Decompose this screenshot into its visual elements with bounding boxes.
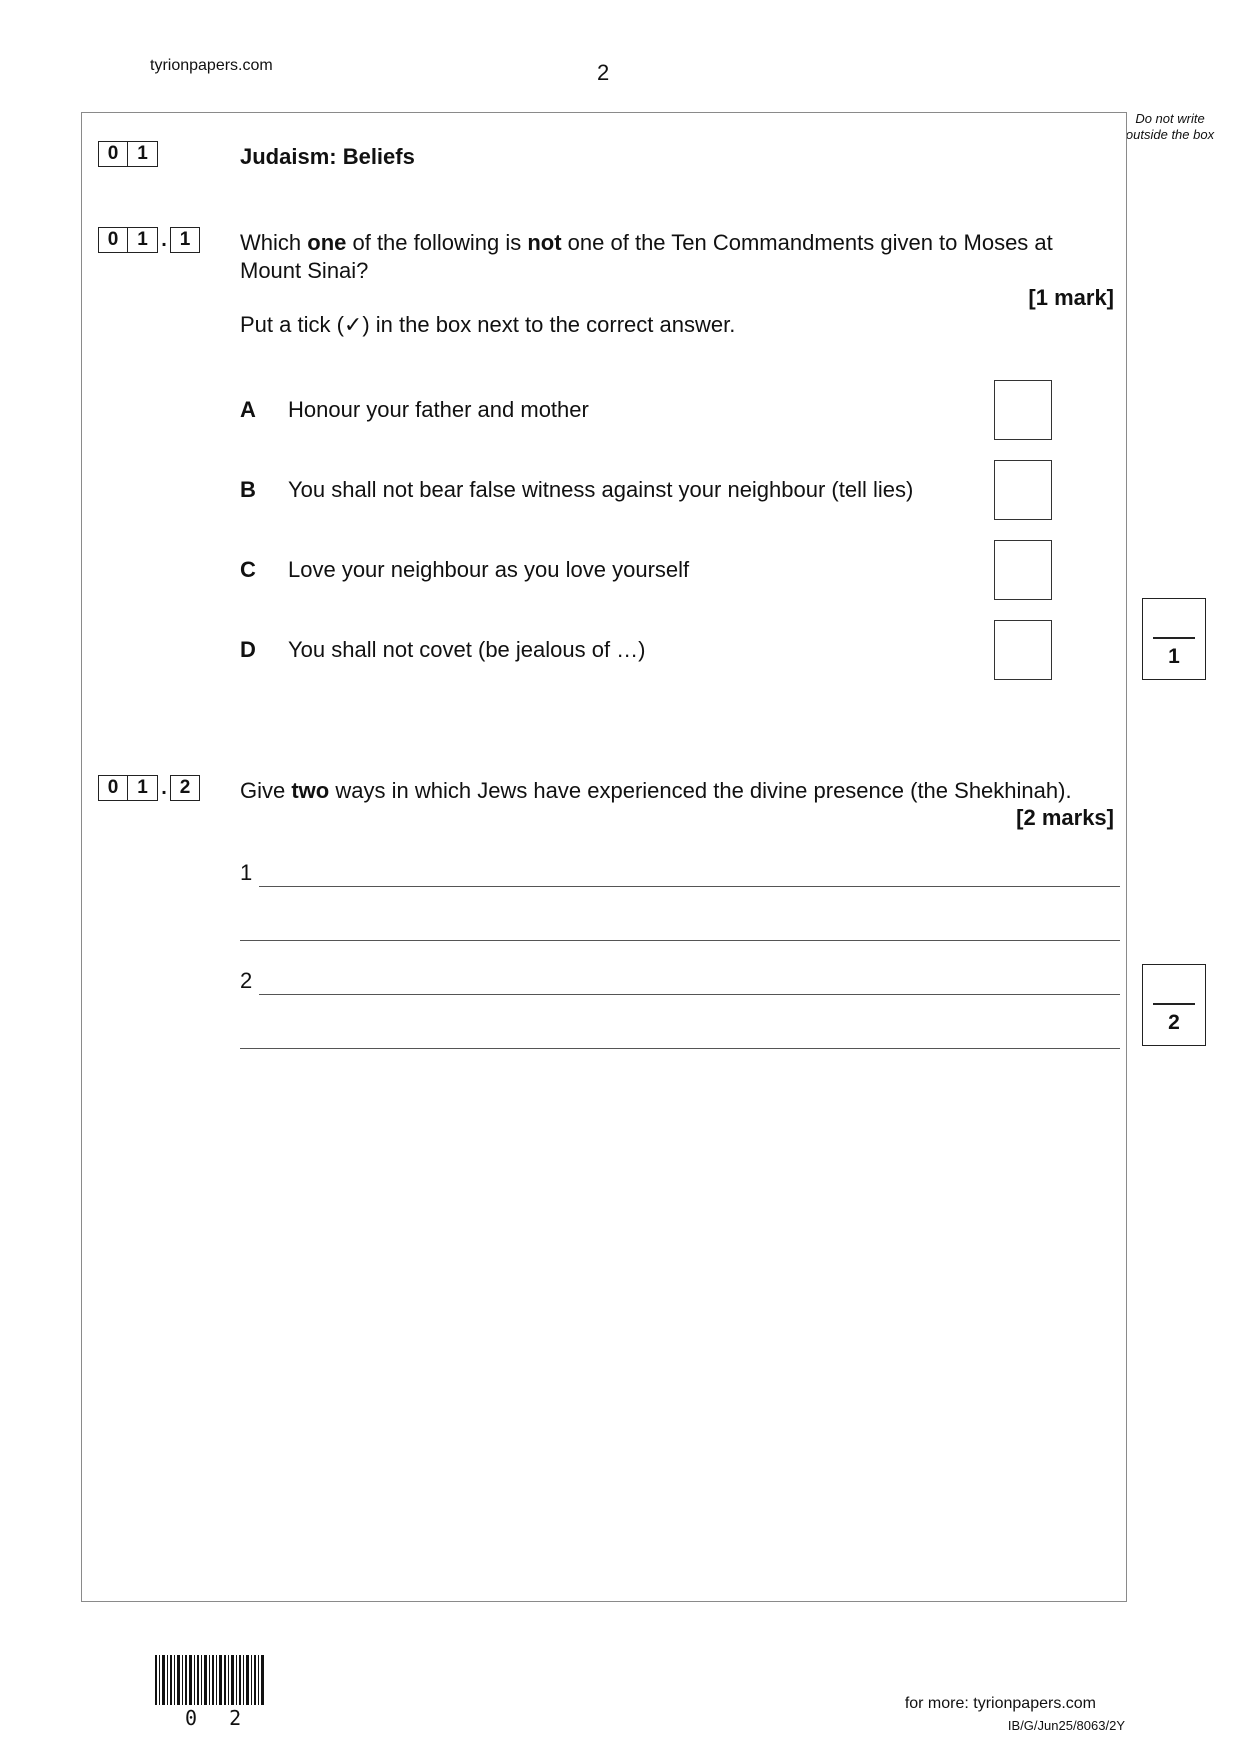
footer-more: for more: tyrionpapers.com (904, 1695, 1096, 1712)
emphasis: one (307, 230, 347, 255)
margin-note: Do not write outside the box (1125, 111, 1215, 142)
option-d-letter: D (240, 637, 256, 662)
option-d-text: You shall not covet (be jealous of …) (288, 637, 646, 662)
question-digit: 2 (170, 775, 200, 801)
score-line (1153, 637, 1195, 639)
option-b-letter: B (240, 477, 256, 502)
score-box-2 (1142, 964, 1206, 1046)
answer-line-1b[interactable] (240, 940, 1120, 941)
answer-line-2[interactable] (259, 994, 1120, 995)
option-a-text: Honour your father and mother (288, 397, 589, 422)
text-run: ways in which Jews have experienced the divine presence (the Shekhinah). (329, 778, 1072, 803)
answer-label-2: 2 (240, 968, 253, 993)
text-run: Give (240, 778, 292, 803)
option-a-tickbox[interactable] (994, 380, 1052, 440)
question-digit: 1 (128, 775, 158, 801)
section-title: Judaism: Beliefs (240, 144, 415, 169)
option-c-text: Love your neighbour as you love yourself (288, 557, 690, 582)
section-number (98, 141, 158, 167)
text-run: one of the Ten Commandments given to Moses at Mount Sinai? (240, 230, 1053, 283)
emphasis: two (291, 778, 330, 803)
question-digit: 1 (128, 227, 158, 253)
page-number: 2 (597, 60, 610, 85)
section-digit: 1 (128, 141, 158, 167)
score-total: 1 (1168, 645, 1180, 668)
question-number-01-2 (98, 775, 200, 801)
answer-line-1[interactable] (259, 886, 1120, 887)
question-2-text (240, 777, 1120, 805)
barcode-number: 0 2 (185, 1706, 252, 1730)
text-run: Which (240, 230, 308, 255)
option-c-tickbox[interactable] (994, 540, 1052, 600)
question-1-text (240, 229, 1120, 285)
question-digit: 0 (98, 775, 128, 801)
question-digit: 0 (98, 227, 128, 253)
option-a-letter: A (240, 397, 256, 422)
site-name: tyrionpapers.com (150, 57, 273, 74)
option-b-text: You shall not bear false witness against your neighbour (tell lies) (288, 477, 914, 502)
question-1-marks: [1 mark] (1028, 285, 1114, 310)
option-d-tickbox[interactable] (994, 620, 1052, 680)
score-total: 2 (1168, 1011, 1180, 1034)
answer-label-1: 1 (240, 860, 253, 885)
answer-line-2b[interactable] (240, 1048, 1120, 1049)
option-b-tickbox[interactable] (994, 460, 1052, 520)
question-dot: . (161, 228, 167, 251)
question-1-instruction: Put a tick (✓) in the box next to the correct answer. (240, 312, 736, 337)
section-digit: 0 (98, 141, 128, 167)
score-box-1 (1142, 598, 1206, 680)
question-2-marks: [2 marks] (1016, 805, 1114, 830)
barcode-image (155, 1655, 267, 1705)
score-line (1153, 1003, 1195, 1005)
question-digit: 1 (170, 227, 200, 253)
question-number-01-1 (98, 227, 200, 253)
option-c-letter: C (240, 557, 256, 582)
emphasis: not (527, 230, 562, 255)
text-run: of the following is (346, 230, 528, 255)
footer-code: IB/G/Jun25/8063/2Y (1007, 1718, 1125, 1733)
question-dot: . (161, 776, 167, 799)
